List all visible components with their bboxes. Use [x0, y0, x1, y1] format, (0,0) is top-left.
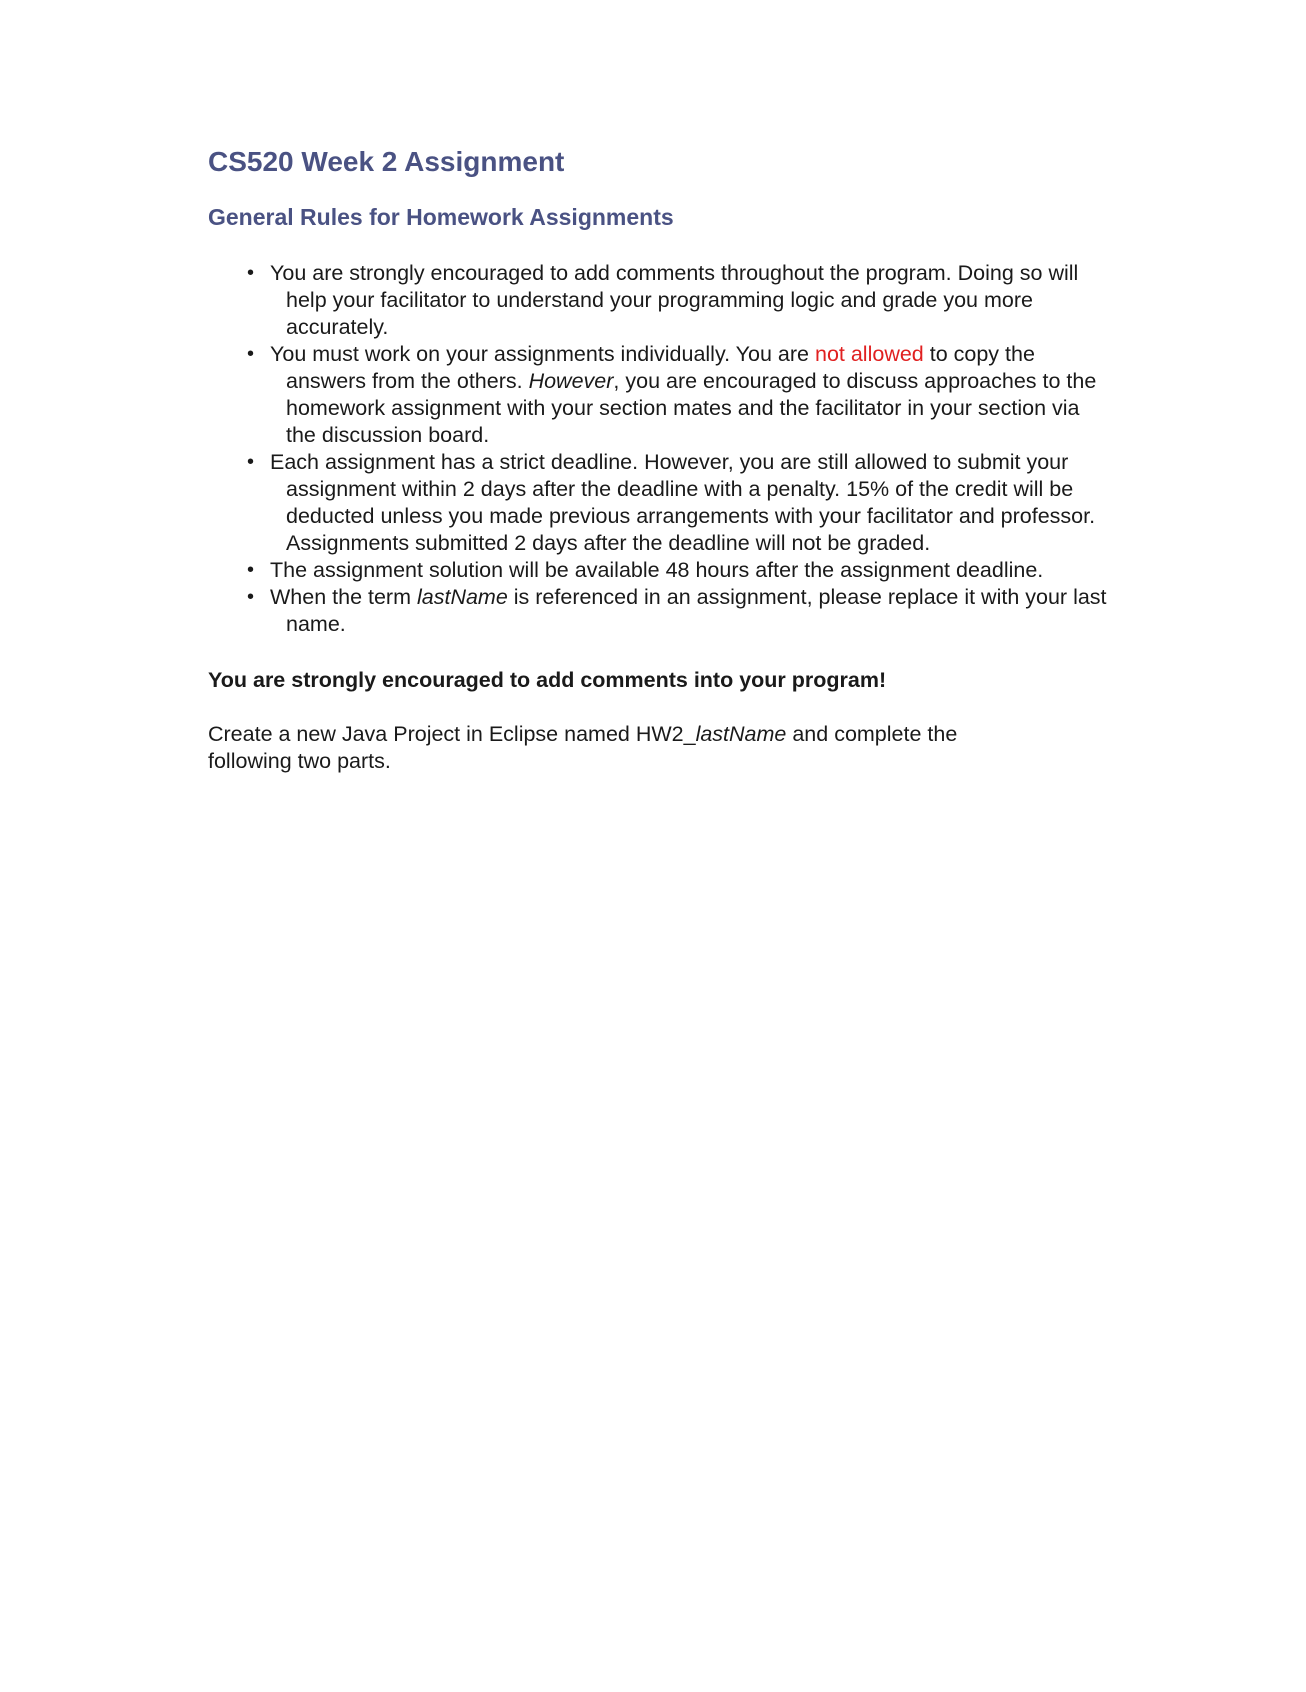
bullet-icon: • — [247, 586, 255, 608]
rule-item-deadline — [247, 449, 1108, 557]
rule-text: You are strongly encouraged to add comments throughout the program. Doing so will help your facilitator to understand your programming logic and grade you more accurately. — [270, 261, 1079, 339]
rule-text: to copy the answers from the others. — [286, 342, 1035, 393]
document-page — [208, 142, 1108, 775]
rule-text: , you are encouraged to discuss approaches to the homework assignment with your section mates and the facilitator in your section via the discussion board. — [286, 369, 1097, 447]
instruction-paragraph — [208, 721, 1038, 775]
comments-note: You are strongly encouraged to add comments into your program! — [208, 668, 887, 692]
rule-item-comments — [247, 260, 1108, 341]
instruction-text: Create a new Java Project in Eclipse named HW2_ — [208, 722, 696, 746]
lastname-emphasis: lastName — [416, 585, 508, 609]
rule-item-solution — [247, 557, 1108, 584]
however-emphasis: However — [528, 369, 614, 393]
rule-text: When the term — [270, 585, 417, 609]
rule-text: is referenced in an assignment, please replace it with your last name. — [286, 585, 1107, 636]
bullet-icon: • — [247, 343, 255, 365]
rule-item-lastname — [247, 584, 1108, 638]
rule-text: Each assignment has a strict deadline. However, you are still allowed to submit your assignment within 2 days after the deadline with a penalty. 15% of the credit will be deducted unless you made previous arrangements with your facilitator and professor. Assignments submitted 2 days after the deadline will not be graded. — [270, 450, 1096, 555]
bullet-icon: • — [247, 559, 255, 581]
lastname-emphasis: lastName — [695, 722, 787, 746]
rule-item-individual-work — [247, 341, 1108, 449]
rule-text: The assignment solution will be available 48 hours after the assignment deadline. — [270, 558, 1044, 582]
rules-list — [208, 260, 1108, 638]
bullet-icon: • — [247, 262, 255, 284]
not-allowed-highlight: not allowed — [814, 342, 924, 366]
instruction-text: and complete the following two parts. — [208, 722, 958, 773]
document-title: CS520 Week 2 Assignment — [208, 146, 565, 177]
bullet-icon: • — [247, 451, 255, 473]
rule-text: You must work on your assignments individually. You are — [270, 342, 815, 366]
section-heading: General Rules for Homework Assignments — [208, 204, 674, 230]
